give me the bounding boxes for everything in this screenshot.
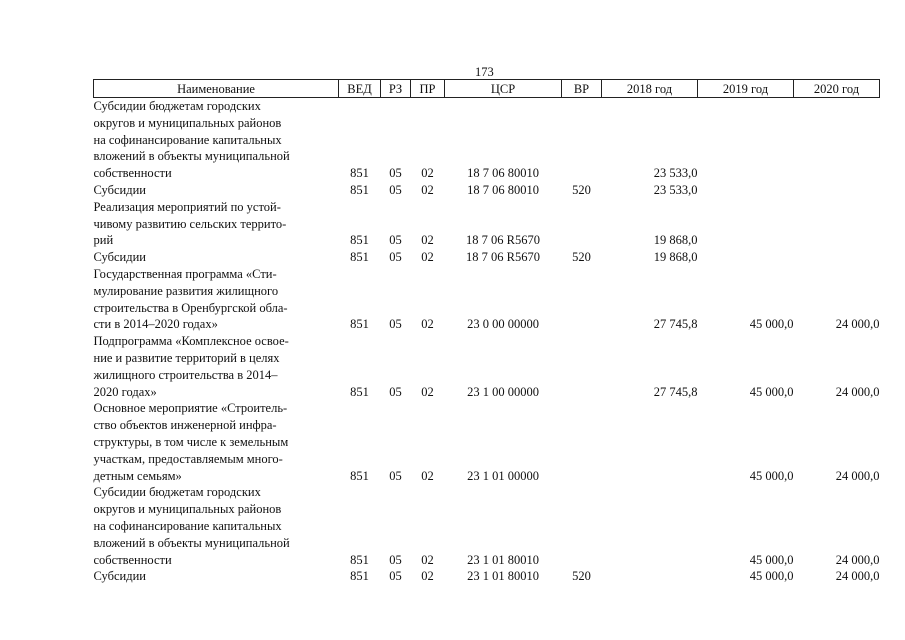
amount-2019-cell	[698, 199, 794, 249]
csr-cell: 23 1 01 80010	[467, 569, 539, 584]
amount-2020-cell: 24 000,0	[835, 317, 880, 332]
amount-2019-cell	[698, 182, 794, 199]
row-name-line: Субсидии бюджетам городских	[93, 99, 261, 113]
row-name-line: рий	[93, 233, 114, 248]
ved-cell: 851	[350, 317, 369, 332]
ved-cell: 851	[350, 233, 369, 248]
amount-2018-cell: 19 868,0	[653, 233, 698, 248]
row-name-line: на софинансирование капитальных	[93, 132, 282, 147]
row-name-line: на софинансирование капитальных	[93, 518, 282, 533]
row-name-line: Субсидии	[93, 569, 146, 584]
amount-2019-cell: 45 000,0	[749, 317, 794, 332]
amount-2020-cell	[794, 199, 880, 249]
row-name-line: детным семьям»	[93, 468, 182, 483]
row-name-line: 2020 годах»	[93, 384, 157, 399]
amount-2019-cell: 45 000,0	[749, 552, 794, 567]
pr-cell: 02	[421, 182, 434, 197]
row-name-line: Реализация мероприятий по устой-	[93, 199, 281, 214]
header-ved: ВЕД	[339, 80, 381, 98]
rz-cell: 05	[389, 384, 402, 399]
row-name-line: собственности	[93, 166, 172, 181]
row-name-line: Государственная программа «Сти-	[93, 266, 277, 281]
row-name-line: структуры, в том числе к земельным	[93, 434, 289, 449]
row-name-line: строительства в Оренбургской обла-	[93, 300, 288, 315]
amount-2020-cell: 24 000,0	[835, 468, 880, 483]
row-name-line: Субсидии бюджетам городских	[93, 485, 261, 500]
amount-2018-cell	[602, 400, 698, 484]
vr-cell	[562, 484, 602, 568]
row-name-line: участкам, предоставляемым много-	[93, 451, 283, 466]
rz-cell: 05	[389, 468, 402, 483]
rz-cell: 05	[389, 233, 402, 248]
header-rz: РЗ	[381, 80, 411, 98]
rz-cell: 05	[389, 552, 402, 567]
ved-cell: 851	[350, 468, 369, 483]
ved-cell: 851	[350, 552, 369, 567]
pr-cell: 02	[421, 569, 434, 584]
header-2020: 2020 год	[794, 80, 880, 98]
row-name	[94, 266, 339, 333]
row-name-line: мулирование развития жилищного	[93, 283, 279, 298]
row-name-line: округов и муниципальных районов	[93, 115, 282, 130]
row-name	[94, 98, 339, 182]
ved-cell: 851	[350, 166, 369, 181]
amount-2019-cell: 45 000,0	[749, 569, 794, 584]
table-row	[94, 484, 880, 568]
row-name-line: собственности	[93, 552, 172, 567]
amount-2020-cell: 24 000,0	[835, 552, 880, 567]
table-row	[94, 249, 880, 266]
ved-cell: 851	[350, 182, 369, 197]
amount-2018-cell: 23 533,0	[653, 166, 698, 181]
amount-2020-cell: 24 000,0	[835, 569, 880, 584]
row-name-line: ние и развитие территорий в целях	[93, 350, 280, 365]
row-name-line: Субсидии	[93, 182, 146, 197]
csr-cell: 23 1 00 00000	[467, 384, 539, 399]
csr-cell: 23 1 01 00000	[467, 468, 539, 483]
row-name-line: чивому развитию сельских террито-	[93, 216, 287, 231]
amount-2018-cell: 19 868,0	[653, 250, 698, 265]
amount-2020-cell	[794, 182, 880, 199]
rz-cell: 05	[389, 182, 402, 197]
amount-2019-cell: 45 000,0	[749, 468, 794, 483]
table-row	[94, 568, 880, 585]
row-name-line: округов и муниципальных районов	[93, 502, 282, 517]
row-name	[94, 333, 339, 400]
ved-cell: 851	[350, 384, 369, 399]
row-name-line: вложений в объекты муниципальной	[93, 535, 290, 550]
vr-cell	[562, 266, 602, 333]
pr-cell: 02	[421, 552, 434, 567]
row-name-line: Подпрограмма «Комплексное освое-	[93, 334, 289, 349]
pr-cell: 02	[421, 317, 434, 332]
header-name: Наименование	[94, 80, 339, 98]
csr-cell: 23 1 01 80010	[467, 552, 539, 567]
table-row	[94, 182, 880, 199]
pr-cell: 02	[421, 250, 434, 265]
header-2019: 2019 год	[698, 80, 794, 98]
ved-cell: 851	[350, 569, 369, 584]
header-vr: ВР	[562, 80, 602, 98]
vr-cell: 520	[572, 182, 591, 197]
row-name-line: вложений в объекты муниципальной	[93, 149, 290, 164]
rz-cell: 05	[389, 317, 402, 332]
csr-cell: 18 7 06 R5670	[466, 233, 540, 248]
amount-2018-cell: 27 745,8	[653, 384, 698, 399]
table-header-row	[94, 80, 880, 98]
row-name-line: Основное мероприятие «Строитель-	[93, 401, 288, 416]
vr-cell	[562, 400, 602, 484]
csr-cell: 23 0 00 00000	[467, 317, 539, 332]
vr-cell	[562, 98, 602, 182]
pr-cell: 02	[421, 166, 434, 181]
amount-2020-cell: 24 000,0	[835, 384, 880, 399]
row-name	[94, 249, 339, 266]
table-row	[94, 333, 880, 400]
csr-cell: 18 7 06 R5670	[466, 250, 540, 265]
amount-2020-cell	[794, 249, 880, 266]
row-name-line: жилищного строительства в 2014–	[93, 367, 278, 382]
rz-cell: 05	[389, 166, 402, 181]
table-row	[94, 98, 880, 182]
row-name-line: сти в 2014–2020 годах»	[93, 317, 218, 332]
header-2018: 2018 год	[602, 80, 698, 98]
row-name-line: Субсидии	[93, 250, 146, 265]
amount-2020-cell	[794, 98, 880, 182]
rz-cell: 05	[389, 250, 402, 265]
row-name	[94, 400, 339, 484]
rz-cell: 05	[389, 569, 402, 584]
amount-2018-cell	[602, 484, 698, 568]
header-pr: ПР	[411, 80, 445, 98]
pr-cell: 02	[421, 468, 434, 483]
row-name-line: ство объектов инженерной инфра-	[93, 418, 277, 433]
csr-cell: 18 7 06 80010	[467, 166, 539, 181]
vr-cell	[562, 333, 602, 400]
budget-table	[93, 79, 880, 585]
vr-cell	[562, 199, 602, 249]
pr-cell: 02	[421, 384, 434, 399]
ved-cell: 851	[350, 250, 369, 265]
amount-2018-cell	[602, 568, 698, 585]
amount-2018-cell: 23 533,0	[653, 182, 698, 197]
csr-cell: 18 7 06 80010	[467, 182, 539, 197]
amount-2019-cell	[698, 98, 794, 182]
row-name	[94, 484, 339, 568]
page-number: 173	[475, 65, 494, 79]
header-csr: ЦСР	[445, 80, 562, 98]
table-row	[94, 400, 880, 484]
vr-cell: 520	[572, 250, 591, 265]
table-row	[94, 266, 880, 333]
row-name	[94, 568, 339, 585]
amount-2019-cell: 45 000,0	[749, 384, 794, 399]
vr-cell: 520	[572, 569, 591, 584]
amount-2018-cell: 27 745,8	[653, 317, 698, 332]
row-name	[94, 182, 339, 199]
table-row	[94, 199, 880, 249]
row-name	[94, 199, 339, 249]
pr-cell: 02	[421, 233, 434, 248]
amount-2019-cell	[698, 249, 794, 266]
table-body	[94, 98, 880, 586]
